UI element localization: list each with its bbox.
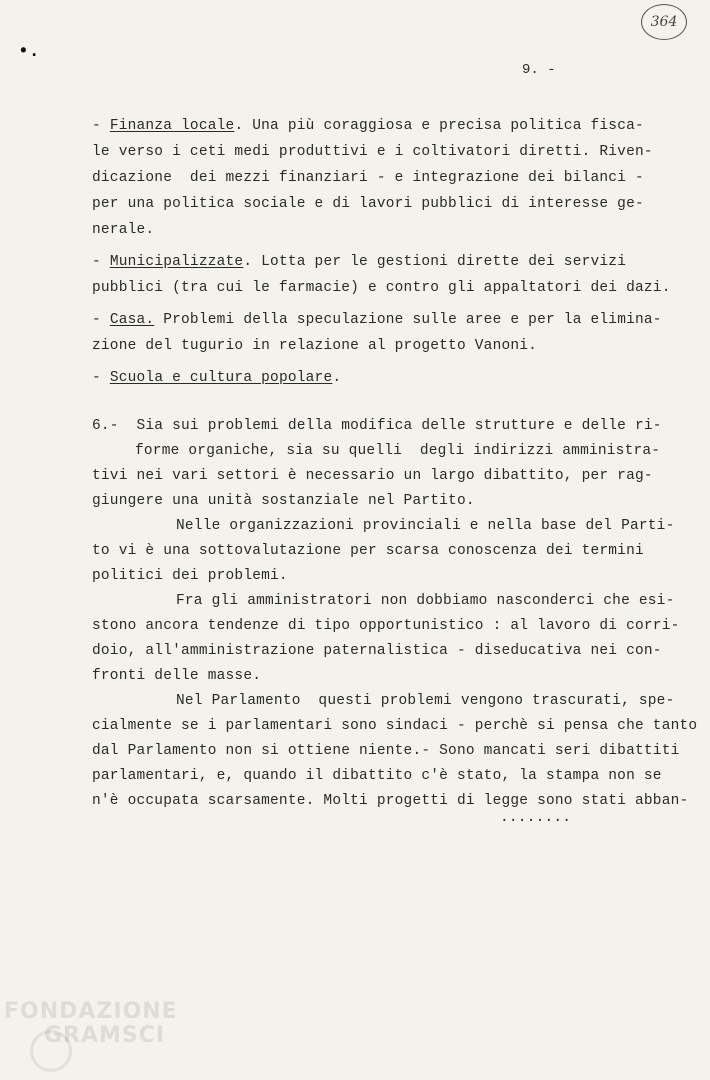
point6-line-6: to vi è una sottovalutazione per scarsa conoscenza dei termini [92,543,644,559]
point6-line-9: stono ancora tendenze di tipo opportunistico : al lavoro di corri- [92,618,680,634]
scuola-line: - Scuola e cultura popolare. [92,370,342,386]
scuola-title: Scuola e cultura popolare [109,370,333,386]
continuation-dots: ........ [500,810,572,826]
point6-line-12: Nel Parlamento questi problemi vengono trascurati, spe- [176,693,675,709]
page-number: 9. - [522,62,556,78]
finanza-title: Finanza locale [109,118,235,134]
finanza-line-4: per una politica sociale e di lavori pubblici di interesse ge- [92,196,644,212]
point6-line-10: doio, all'amministrazione paternalistica - diseducativa nei con- [92,643,662,659]
casa-line-2: zione del tugurio in relazione al progetto Vanoni. [92,338,538,354]
archive-number-stamp: 364 [641,4,687,40]
point6-line-15: parlamentari, e, quando il dibattito c'è stato, la stampa non se [92,768,662,784]
casa-title: Casa. [109,312,155,328]
watermark-line-1: FONDAZIONE [4,999,178,1024]
finanza-line-2: le verso i ceti medi produttivi e i coltivatori diretti. Riven- [92,144,653,160]
finanza-line-1: - Finanza locale. Una più coraggiosa e precisa politica fisca- [92,118,644,134]
municipalizzate-title: Municipalizzate [109,254,244,270]
point6-line-2: forme organiche, sia su quelli degli indirizzi amministra- [135,443,661,459]
point6-line-3: tivi nei vari settori è necessario un largo dibattito, per rag- [92,468,653,484]
casa-line-1: - Casa. Problemi della speculazione sulle aree e per la elimina- [92,312,662,328]
margin-dot: •. [18,42,40,62]
finanza-line-3: dicazione dei mezzi finanziari - e integrazione dei bilanci - [92,170,644,186]
point6-line-1: 6.- Sia sui problemi della modifica delle strutture e delle ri- [92,418,662,434]
point6-line-8: Fra gli amministratori non dobbiamo nasconderci che esi- [176,593,675,609]
watermark-line-2: GRAMSCI [44,1023,166,1048]
municipalizzate-line-2: pubblici (tra cui le farmacie) e contro gli appaltatori dei dazi. [92,280,671,296]
finanza-line-5: nerale. [92,222,155,238]
point6-line-5: Nelle organizzazioni provinciali e nella base del Parti- [176,518,675,534]
point6-line-13: cialmente se i parlamentari sono sindaci - perchè si pensa che tanto [92,718,698,734]
point6-line-11: fronti delle masse. [92,668,262,684]
watermark-logo-icon [30,1030,72,1072]
point6-line-14: dal Parlamento non si ottiene niente.- Sono mancati seri dibattiti [92,743,680,759]
point6-line-7: politici dei problemi. [92,568,288,584]
point6-line-16: n'è occupata scarsamente. Molti progetti di legge sono stati abban- [92,793,689,809]
point6-line-4: giungere una unità sostanziale nel Partito. [92,493,475,509]
watermark [4,1000,178,1048]
municipalizzate-line-1: - Municipalizzate. Lotta per le gestioni dirette dei servizi [92,254,627,270]
